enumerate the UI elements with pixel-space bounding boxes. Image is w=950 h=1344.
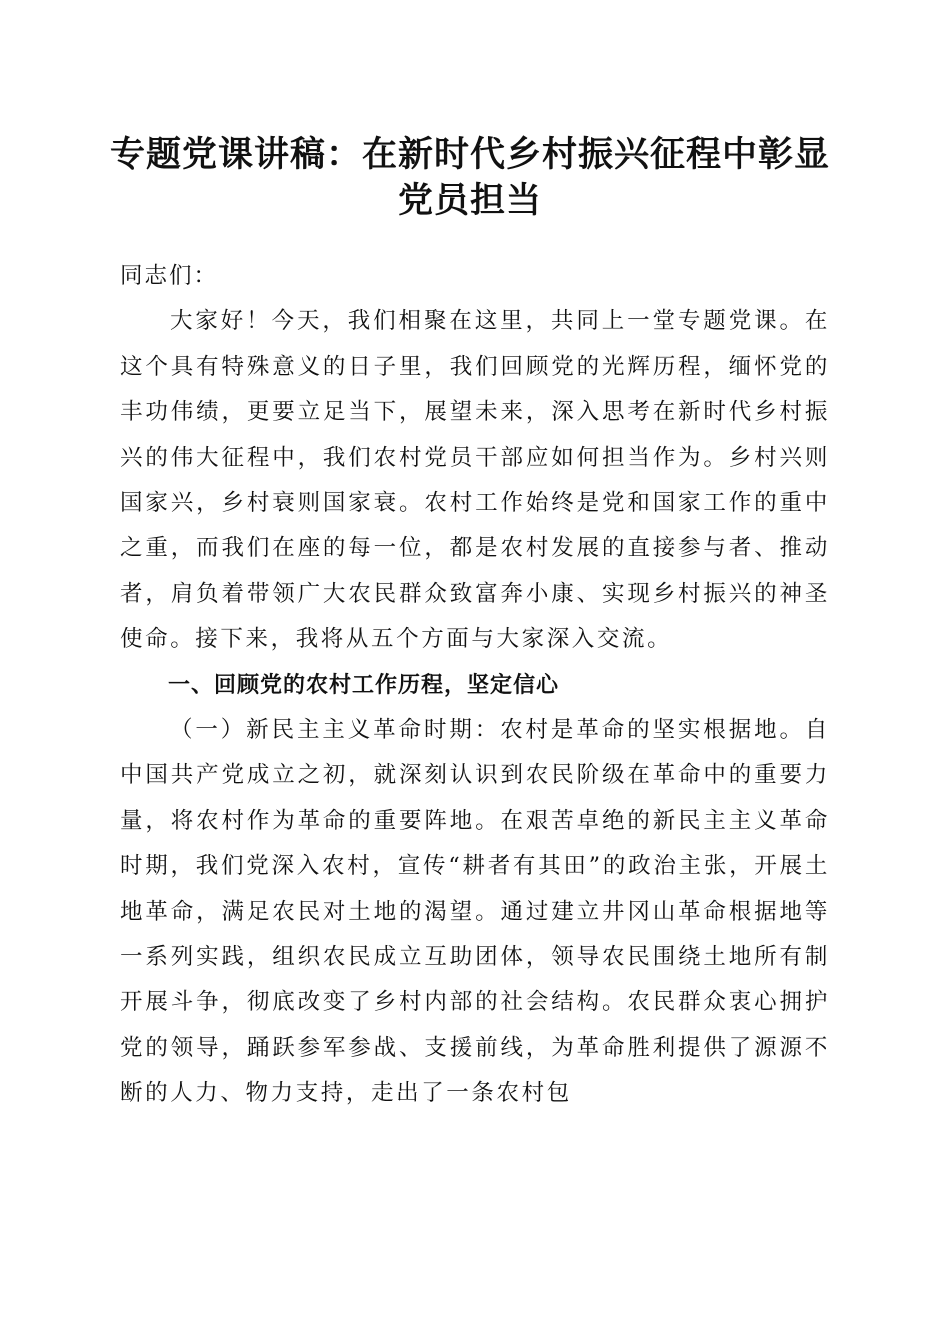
document-body	[120, 254, 830, 1117]
document-title	[100, 132, 840, 224]
section-paragraph: （一）新民主主义革命时期：农村是革命的坚实根据地。自中国共产党成立之初，就深刻认识到农民阶级在革命中的重要力量，将农村作为革命的重要阵地。在艰苦卓绝的新民主主义革命时期，我们党深入农村，宣传“耕者有其田”的政治主张，开展土地革命，满足农民对土地的渴望。通过建立井冈山革命根据地等一系列实践，组织农民成立互助团体，领导农民围绕土地所有制开展斗争，彻底改变了乡村内部的社会结构。农民群众衷心拥护党的领导，踊跃参军参战、支援前线，为革命胜利提供了源源不断的人力、物力支持，走出了一条农村包	[120, 717, 830, 1107]
title-line-2: 党员担当	[397, 180, 542, 221]
intro-paragraph: 大家好！今天，我们相聚在这里，共同上一堂专题党课。在这个具有特殊意义的日子里，我们回顾党的光辉历程，缅怀党的丰功伟绩，更要立足当下，展望未来，深入思考在新时代乡村振兴的伟大征程中，我们农村党员干部应如何担当作为。乡村兴则国家兴，乡村衰则国家衰。农村工作始终是党和国家工作的重中之重，而我们在座的每一位，都是农村发展的直接参与者、推动者，肩负着带领广大农民群众致富奔小康、实现乡村振兴的神圣使命。接下来，我将从五个方面与大家深入交流。	[120, 308, 830, 653]
title-line-1: 专题党课讲稿：在新时代乡村振兴征程中彰显	[109, 134, 830, 175]
section-heading: 一、回顾党的农村工作历程，坚定信心	[168, 672, 560, 698]
greeting: 同志们：	[120, 263, 219, 289]
